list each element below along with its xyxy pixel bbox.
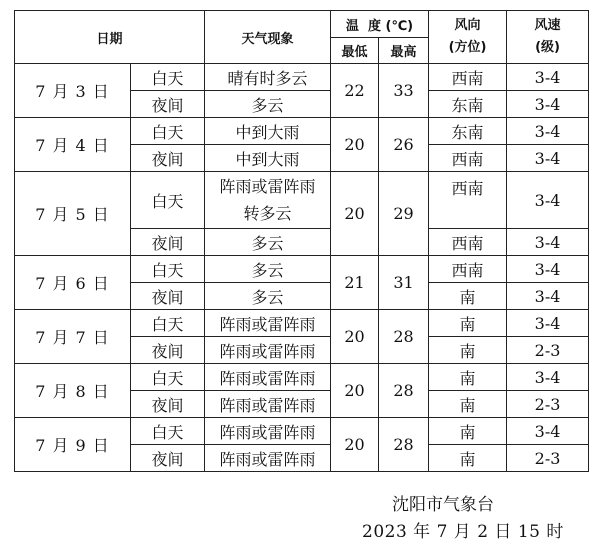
wind-dir-cell: 西南 [429, 145, 507, 172]
header-temperature: 温 度 (℃) [331, 11, 429, 38]
header-wind-direction-sub: (方位) [448, 40, 487, 55]
weather-cell: 阵雨或雷阵雨 [205, 337, 331, 364]
weather-cell: 阵雨或雷阵雨 [205, 364, 331, 391]
temp-min-cell: 20 [331, 418, 379, 472]
period-cell: 白天 [131, 310, 205, 337]
temp-min-cell: 21 [331, 256, 379, 310]
temp-max-cell: 28 [379, 418, 429, 472]
table-row [15, 64, 589, 91]
table-row [15, 310, 589, 337]
period-cell: 白天 [131, 172, 205, 229]
period-cell: 夜间 [131, 145, 205, 172]
temp-min-cell: 20 [331, 364, 379, 418]
wind-dir-cell: 南 [429, 445, 507, 472]
wind-speed-cell: 3-4 [507, 172, 589, 229]
wind-dir-cell: 西南 [429, 172, 507, 229]
date-cell: 7 月 9 日 [15, 418, 131, 472]
issued-time: 2023 年 7 月 2 日 15 时 [362, 522, 564, 542]
wind-speed-cell: 3-4 [507, 283, 589, 310]
table-row [15, 418, 589, 445]
header-phenomenon: 天气现象 [205, 11, 331, 64]
wind-dir-cell: 西南 [429, 256, 507, 283]
wind-dir-cell: 南 [429, 364, 507, 391]
wind-dir-cell: 东南 [429, 118, 507, 145]
period-cell: 夜间 [131, 283, 205, 310]
wind-dir-cell: 南 [429, 310, 507, 337]
date-cell: 7 月 3 日 [15, 64, 131, 118]
period-cell: 夜间 [131, 445, 205, 472]
period-cell: 夜间 [131, 337, 205, 364]
period-cell: 夜间 [131, 229, 205, 256]
period-cell: 白天 [131, 64, 205, 91]
table-row [15, 172, 589, 229]
date-cell: 7 月 6 日 [15, 256, 131, 310]
temp-max-cell: 31 [379, 256, 429, 310]
period-cell: 夜间 [131, 391, 205, 418]
header-wind-direction-label: 风向 [454, 18, 481, 33]
wind-speed-cell: 2-3 [507, 445, 589, 472]
header-max: 最高 [379, 38, 429, 64]
wind-speed-cell: 3-4 [507, 145, 589, 172]
wind-speed-cell: 3-4 [507, 229, 589, 256]
weather-cell: 中到大雨 [205, 118, 331, 145]
period-cell: 白天 [131, 118, 205, 145]
temp-min-cell: 22 [331, 64, 379, 118]
temp-max-cell: 26 [379, 118, 429, 172]
weather-cell: 阵雨或雷阵雨 [205, 418, 331, 445]
wind-dir-cell: 南 [429, 337, 507, 364]
period-cell: 夜间 [131, 91, 205, 118]
temp-min-cell: 20 [331, 118, 379, 172]
wind-speed-cell: 3-4 [507, 364, 589, 391]
issuer: 沈阳市气象台 [392, 495, 494, 515]
temp-max-cell: 28 [379, 364, 429, 418]
header-wind-speed-sub: (级) [535, 40, 560, 55]
table-row [15, 256, 589, 283]
header-wind-speed-label: 风速 [534, 18, 561, 33]
wind-dir-cell: 南 [429, 283, 507, 310]
temp-max-cell: 33 [379, 64, 429, 118]
wind-speed-cell: 3-4 [507, 418, 589, 445]
wind-speed-cell: 3-4 [507, 310, 589, 337]
wind-dir-cell: 东南 [429, 91, 507, 118]
weather-cell: 多云 [205, 283, 331, 310]
weather-cell: 中到大雨 [205, 145, 331, 172]
wind-dir-cell: 西南 [429, 64, 507, 91]
period-cell: 白天 [131, 256, 205, 283]
date-cell: 7 月 4 日 [15, 118, 131, 172]
temp-min-cell: 20 [331, 310, 379, 364]
wind-speed-cell: 3-4 [507, 118, 589, 145]
weather-cell: 晴有时多云 [205, 64, 331, 91]
header-wind-direction [429, 11, 507, 64]
weather-line-2: 转多云 [243, 204, 292, 223]
forecast-table [14, 10, 589, 472]
wind-dir-cell: 西南 [429, 229, 507, 256]
wind-speed-cell: 3-4 [507, 256, 589, 283]
weather-cell: 多云 [205, 256, 331, 283]
date-cell: 7 月 8 日 [15, 364, 131, 418]
wind-speed-cell: 2-3 [507, 337, 589, 364]
header-min: 最低 [331, 38, 379, 64]
header-date: 日期 [15, 11, 205, 64]
table-row [15, 118, 589, 145]
weather-cell: 阵雨或雷阵雨 [205, 310, 331, 337]
wind-speed-cell: 2-3 [507, 391, 589, 418]
period-cell: 白天 [131, 364, 205, 391]
weather-cell [205, 172, 331, 229]
temp-max-cell: 28 [379, 310, 429, 364]
header-wind-speed [507, 11, 589, 64]
temp-min-cell: 20 [331, 172, 379, 256]
weather-line-1: 阵雨或雷阵雨 [219, 177, 316, 196]
weather-cell: 多云 [205, 229, 331, 256]
table-row [15, 364, 589, 391]
weather-cell: 阵雨或雷阵雨 [205, 445, 331, 472]
weather-cell: 多云 [205, 91, 331, 118]
wind-speed-cell: 3-4 [507, 91, 589, 118]
date-cell: 7 月 5 日 [15, 172, 131, 256]
date-cell: 7 月 7 日 [15, 310, 131, 364]
weather-cell: 阵雨或雷阵雨 [205, 391, 331, 418]
wind-dir-cell: 南 [429, 391, 507, 418]
wind-speed-cell: 3-4 [507, 64, 589, 91]
wind-dir-cell: 南 [429, 418, 507, 445]
period-cell: 白天 [131, 418, 205, 445]
temp-max-cell: 29 [379, 172, 429, 256]
